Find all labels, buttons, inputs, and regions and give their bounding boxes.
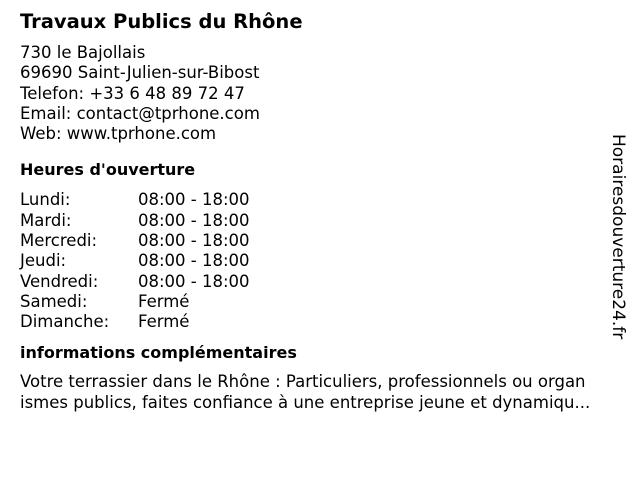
day-hours: 08:00 - 18:00 [138, 271, 250, 291]
business-card [20, 8, 620, 413]
website-address: Web: www.tprhone.com [20, 124, 217, 144]
day-label: Dimanche: [20, 312, 110, 332]
address-city: 69690 Saint-Julien-sur-Bibost [20, 63, 260, 83]
day-label: Vendredi: [20, 271, 99, 291]
day-hours: 08:00 - 18:00 [138, 231, 250, 251]
day-hours: Fermé [138, 312, 190, 332]
day-label: Lundi: [20, 190, 71, 210]
hours-row-sunday [20, 312, 620, 332]
email-address: Email: contact@tprhone.com [20, 103, 260, 123]
opening-hours-table [20, 190, 620, 332]
info-line: ismes publics, faites confiance à une entreprise jeune et dynamiqu... [20, 392, 591, 412]
hours-row-saturday [20, 292, 620, 312]
hours-row-monday [20, 190, 620, 210]
hours-row-tuesday [20, 211, 620, 231]
day-label: Samedi: [20, 291, 88, 311]
hours-row-thursday [20, 251, 620, 271]
day-hours: 08:00 - 18:00 [138, 190, 250, 210]
day-label: Jeudi: [20, 251, 67, 271]
day-label: Mercredi: [20, 231, 98, 251]
info-line: Votre terrassier dans le Rhône : Particuliers, professionnels ou organ [20, 371, 586, 391]
day-hours: 08:00 - 18:00 [138, 210, 250, 230]
address-street: 730 le Bajollais [20, 43, 146, 62]
info-heading: informations complémentaires [20, 342, 297, 362]
contact-details [20, 43, 620, 144]
day-hours: Fermé [138, 291, 190, 311]
info-description [20, 371, 620, 413]
brand-watermark: Horairesdouverture24.fr [608, 134, 628, 340]
day-label: Mardi: [20, 210, 72, 230]
hours-heading: Heures d'ouverture [20, 160, 196, 180]
phone-number: Telefon: +33 6 48 89 72 47 [20, 83, 245, 103]
hours-row-wednesday [20, 231, 620, 251]
business-name: Travaux Publics du Rhône [20, 10, 303, 33]
hours-row-friday [20, 272, 620, 292]
day-hours: 08:00 - 18:00 [138, 251, 250, 271]
